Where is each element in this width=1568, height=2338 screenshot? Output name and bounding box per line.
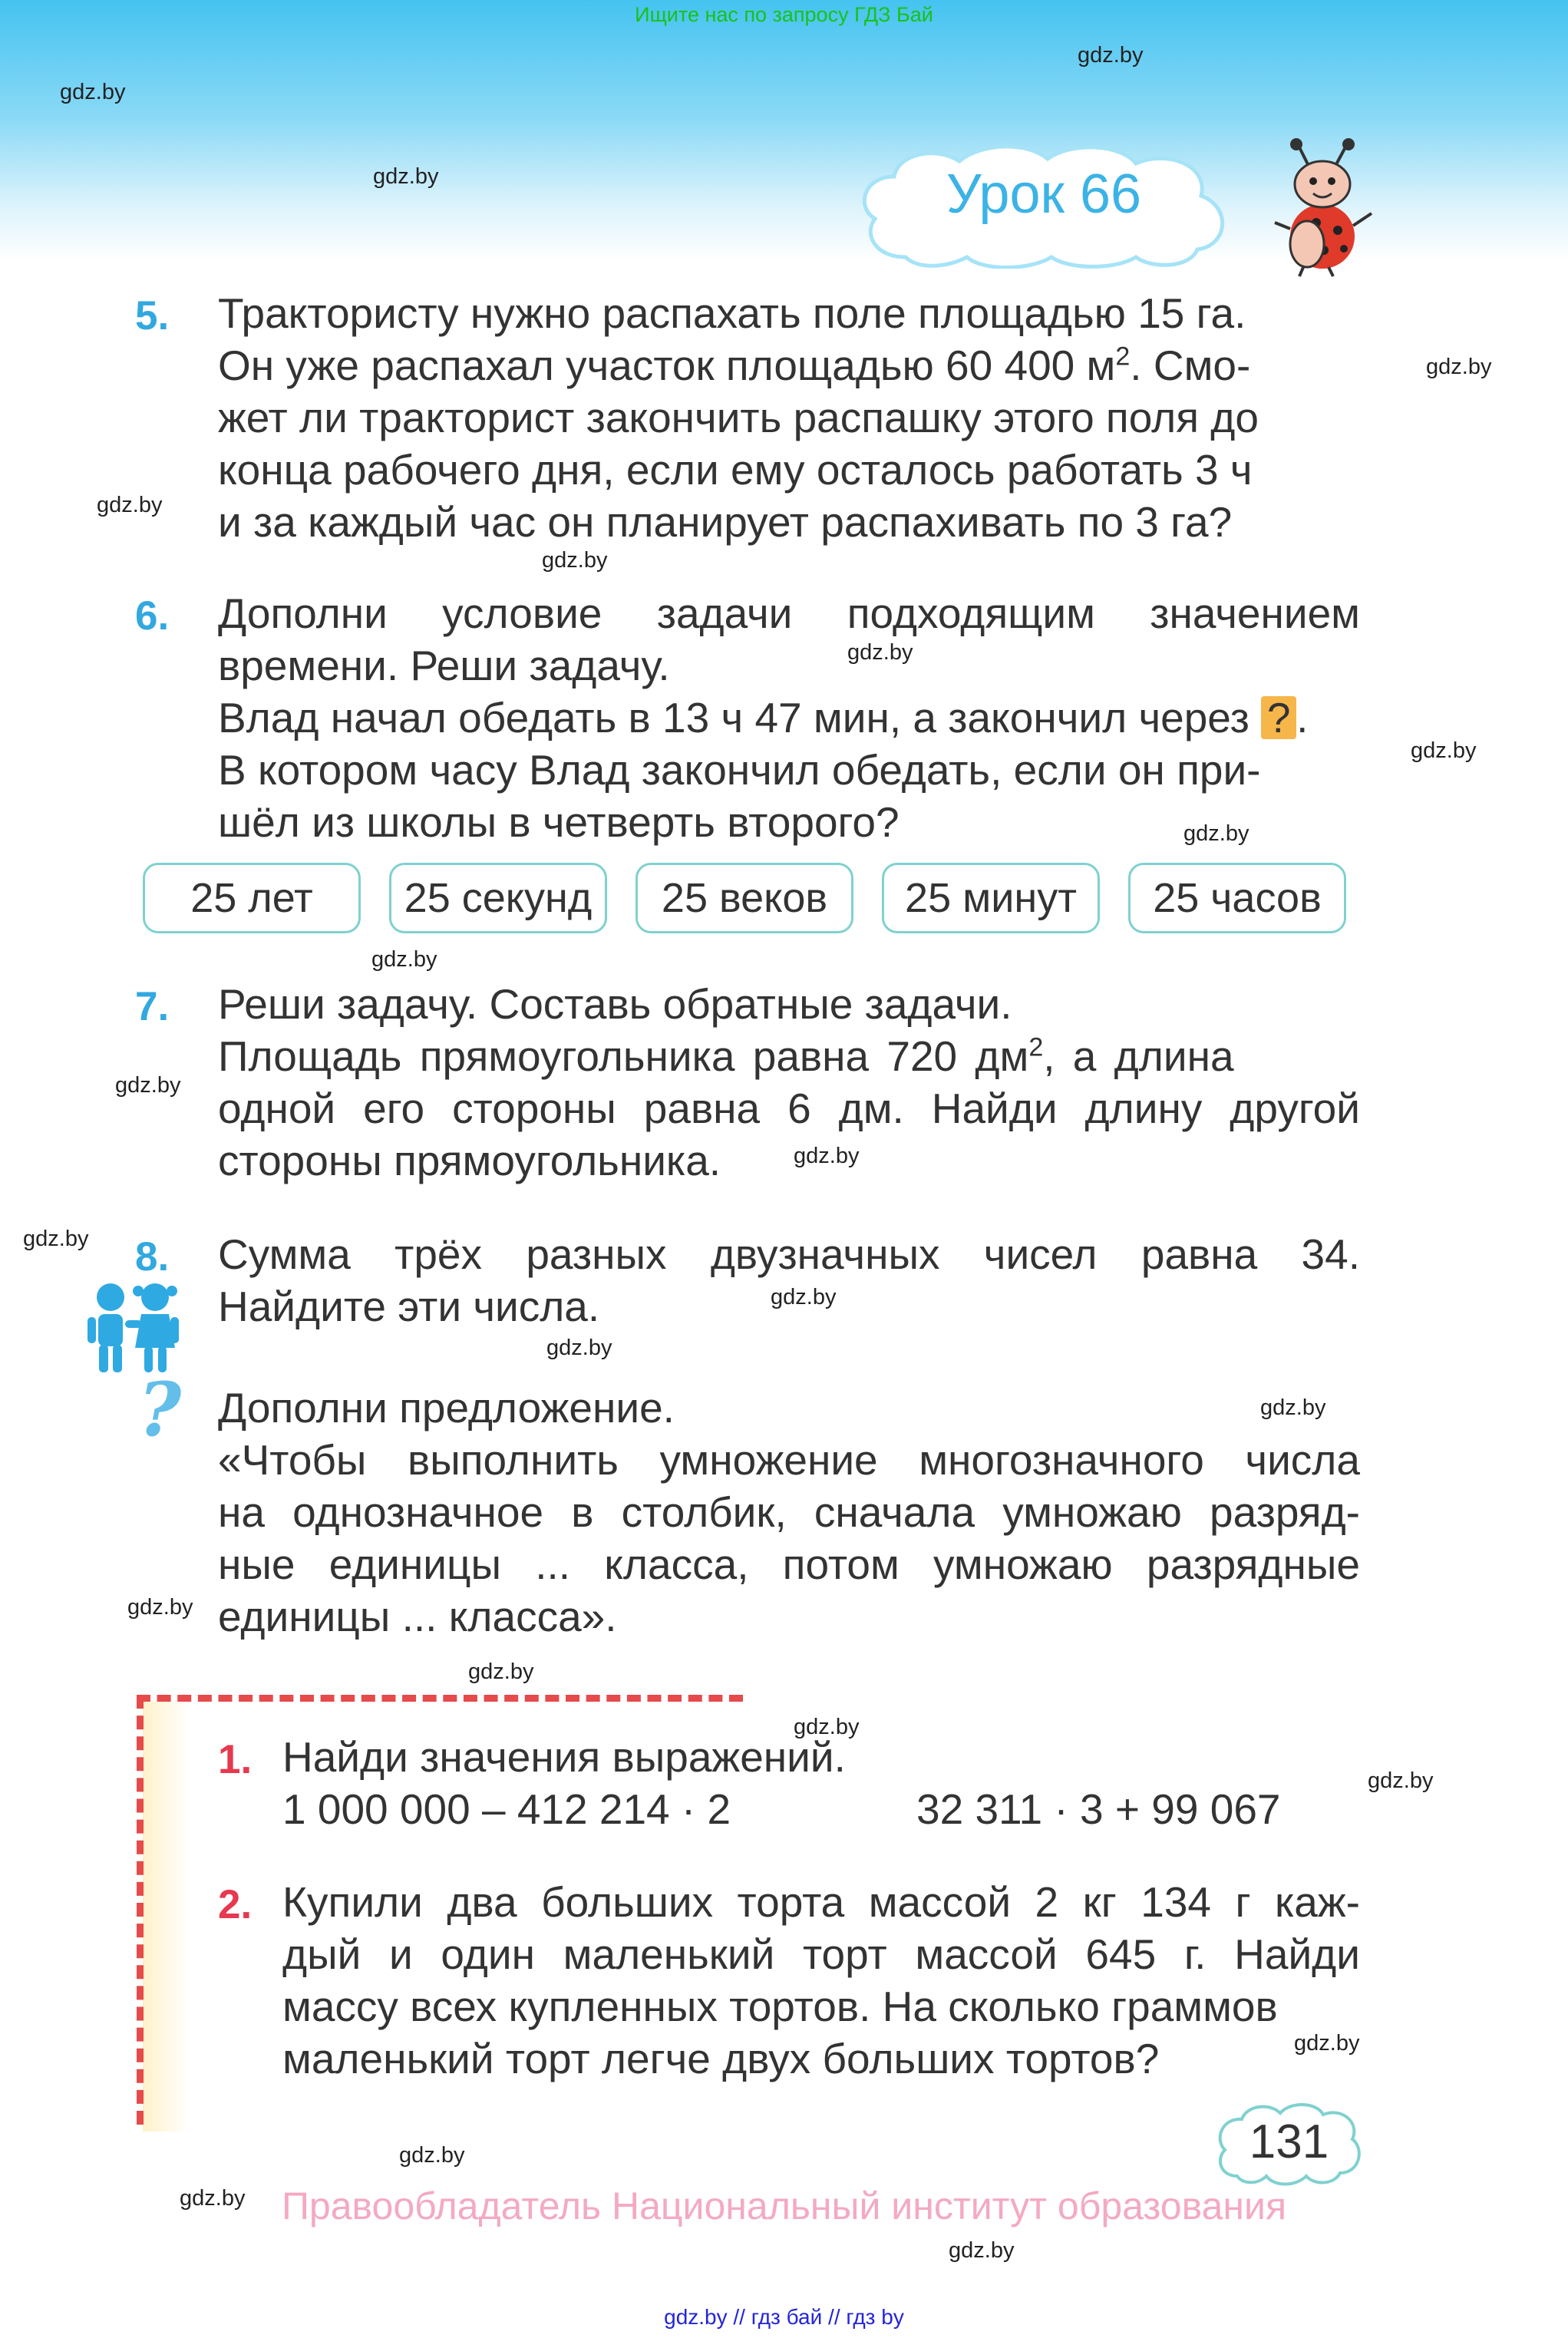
expression-1: 1 000 000 – 412 214 · 2	[282, 1785, 731, 1833]
watermark: gdz.by	[794, 1144, 860, 1168]
hw2-text	[282, 1876, 1360, 2085]
option-years[interactable]: 25 лет	[143, 863, 361, 933]
text-line: массу всех купленных тортов. На сколько граммов	[282, 1983, 1278, 2030]
task5-text	[218, 287, 1360, 548]
task-number: 5.	[135, 293, 170, 338]
watermark: gdz.by	[115, 1073, 181, 1098]
text-line: Площадь прямоугольника равна 720 $дм^2$, а длина	[218, 1032, 1234, 1080]
text-line: времени. Реши задачу.	[218, 642, 670, 689]
text-line: Трактористу нужно распахать поле площадью 15 га.	[218, 289, 1246, 337]
watermark: gdz.by	[1078, 43, 1144, 68]
text-line: на однозначное в столбик, сначала умножаю разряд-	[218, 1488, 1360, 1536]
homework-glow	[143, 1702, 189, 2132]
text-line: Купили два больших торта массой 2 кг 134 г каж-	[282, 1878, 1360, 1926]
homework-number: 1.	[218, 1737, 253, 1782]
watermark: gdz.by	[847, 640, 913, 665]
watermark: gdz.by	[60, 80, 126, 104]
bottom-banner[interactable]: gdz.by // гдз бай // гдз by	[664, 2305, 904, 2329]
page-number: 131	[1249, 2115, 1329, 2168]
superscript: 2	[1028, 1032, 1044, 1062]
watermark: gdz.by	[127, 1595, 193, 1620]
ladybug-icon	[1270, 137, 1378, 279]
watermark: gdz.by	[1183, 821, 1249, 846]
watermark: gdz.by	[771, 1285, 837, 1309]
expression-2: 32 311 · 3 + 99 067	[916, 1785, 1281, 1833]
watermark: gdz.by	[794, 1715, 860, 1739]
text-line: шёл из школы в четверть второго?	[218, 798, 900, 846]
task7-text	[218, 978, 1360, 1187]
text-line: единицы ... класса».	[218, 1593, 617, 1640]
homework-border-left	[137, 1695, 144, 2125]
text-line: «Чтобы выполнить умножение многозначного числа	[218, 1436, 1360, 1484]
text-line: Реши задачу. Составь обратные задачи.	[218, 980, 1012, 1028]
text-line: стороны прямоугольника.	[218, 1137, 721, 1184]
watermark: gdz.by	[180, 2186, 246, 2211]
text-line: и за каждый час он планирует распахивать по 3 га?	[218, 498, 1233, 546]
watermark: gdz.by	[468, 1659, 534, 1684]
question-mark-icon	[129, 1375, 206, 1460]
text-line: Дополни предложение.	[218, 1384, 675, 1432]
task-number: 6.	[135, 593, 170, 639]
task6-text	[218, 587, 1360, 848]
text-line: Дополни условие задачи подходящим значением	[218, 589, 1360, 637]
option-centuries[interactable]: 25 веков	[635, 863, 853, 933]
watermark: gdz.by	[1426, 355, 1492, 379]
lesson-title: Урок 66	[946, 163, 1142, 225]
option-seconds[interactable]: 25 секунд	[389, 863, 607, 933]
text-line: Влад начал обедать в 13 ч 47 мин, а закончил через ? .	[218, 694, 1309, 741]
copyright-notice: Правообладатель Национальный институт образования	[281, 2184, 1287, 2227]
watermark: gdz.by	[399, 2143, 465, 2168]
svg-text:?: ?	[138, 1375, 182, 1453]
text-line: дый и один маленький торт массой 645 г. Найди	[282, 1930, 1360, 1978]
homework-border-top	[137, 1695, 743, 1702]
watermark: gdz.by	[1411, 738, 1477, 763]
pair-work-icon	[83, 1280, 183, 1374]
hw1-text	[282, 1731, 1360, 1783]
question-text	[218, 1382, 1360, 1643]
watermark: gdz.by	[97, 493, 163, 517]
watermark: gdz.by	[1260, 1395, 1326, 1420]
text-line: Сумма трёх разных двузначных чисел равна 34.	[218, 1230, 1360, 1278]
text-line: Он уже распахал участок площадью 60 400 $м^2$. Смо-	[218, 342, 1251, 389]
watermark: gdz.by	[1294, 2031, 1360, 2056]
watermark: gdz.by	[1368, 1768, 1434, 1793]
superscript: 2	[1115, 342, 1131, 372]
text-line: Найди значения выражений.	[282, 1733, 846, 1781]
task-number: 7.	[135, 984, 170, 1029]
watermark: gdz.by	[371, 947, 437, 972]
task8-text	[218, 1228, 1360, 1332]
text-line: В котором часу Влад закончил обедать, если он при-	[218, 746, 1261, 794]
text-line: маленький торт легче двух больших тортов?	[282, 2035, 1160, 2082]
watermark: gdz.by	[546, 1336, 612, 1360]
task-number: 8.	[135, 1234, 170, 1280]
text-line: конца рабочего дня, если ему осталось работать 3 ч	[218, 446, 1253, 494]
text-line: жет ли тракторист закончить распашку этого поля до	[218, 394, 1259, 441]
missing-value-highlight: ?	[1261, 696, 1296, 739]
text-line: Найдите эти числа.	[218, 1283, 600, 1330]
watermark: gdz.by	[23, 1227, 89, 1251]
option-minutes[interactable]: 25 минут	[882, 863, 1100, 933]
homework-number: 2.	[218, 1882, 253, 1927]
option-hours[interactable]: 25 часов	[1128, 863, 1346, 933]
watermark: gdz.by	[373, 164, 439, 189]
top-banner[interactable]: Ищите нас по запросу ГДЗ Бай	[635, 3, 933, 26]
text-line: одной его стороны равна 6 дм. Найди длину другой	[218, 1085, 1360, 1132]
watermark: gdz.by	[542, 548, 608, 573]
text-line: ные единицы ... класса, потом умножаю разрядные	[218, 1541, 1360, 1588]
watermark: gdz.by	[949, 2238, 1015, 2263]
